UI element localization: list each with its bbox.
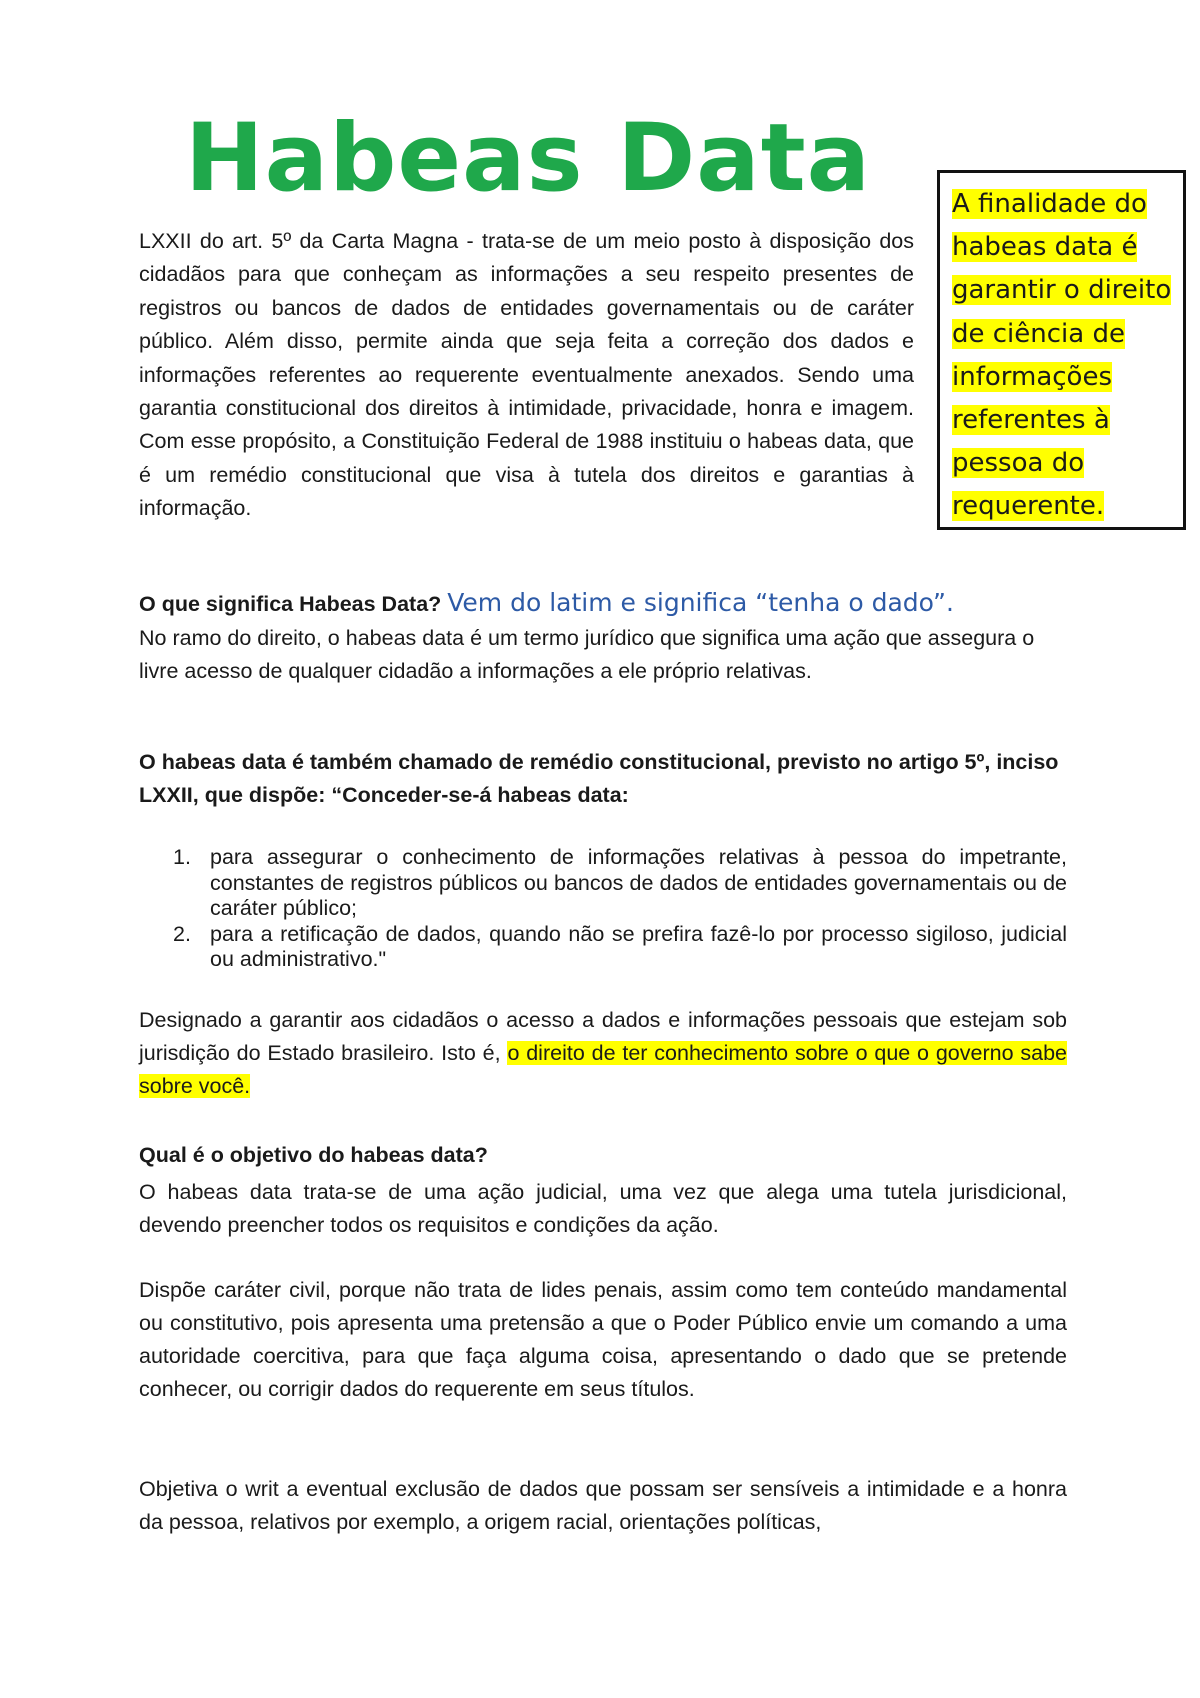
meaning-question: O que significa Habeas Data? [139,592,442,616]
objective-paragraph-1: O habeas data trata-se de uma ação judicial, uma vez que alega uma tutela jurisdicional, devendo preencher todos os requisitos e condições da ação. [139,1180,1067,1237]
objective-question: Qual é o objetivo do habeas data? [139,1143,488,1167]
list-item-number: 1. [173,845,191,869]
meaning-text: No ramo do direito, o habeas data é um termo jurídico que significa uma ação que assegura o livre acesso de qualquer cidadão a informações a ele próprio relativas. [139,626,1035,683]
objective-paragraph-3: Objetiva o writ a eventual exclusão de dados que possam ser sensíveis a intimidade e a honra da pessoa, relativos por exemplo, a origem racial, orientações políticas, [139,1477,1067,1534]
callout-text: A finalidade do habeas data é garantir o direito de ciência de informações referentes à pessoa do requerente. [952,189,1172,522]
intro-paragraph: LXXII do art. 5º da Carta Magna - trata-se de um meio posto à disposição dos cidadãos para que conheçam as informações a seu respeito presentes de registros ou bancos de dados de entidades governamentais ou de caráter público. Além disso, permite ainda que seja feita a correção dos dados e informações referentes ao requerente eventualmente anexados. Sendo uma garantia constitucional dos direitos à intimidade, privacidade, honra e imagem. Com esse propósito, a Constituição Federal de 1988 instituiu o habeas data, que é um remédio constitucional que visa à tutela dos direitos e garantias à informação. [139,229,914,521]
designated-highlight: o direito de ter conhecimento sobre o que o governo sabe sobre você. [139,1041,1067,1098]
designated-text: Designado a garantir aos cidadãos o acesso a dados e informações pessoais que estejam sob jurisdição do Estado brasileiro. Isto é, [139,1008,1067,1065]
objective-paragraph-2: Dispõe caráter civil, porque não trata de lides penais, assim como tem conteúdo mandamental ou constitutivo, pois apresenta uma pretensão a que o Poder Público envie um comando a uma autoridade coercitiva, para que faça alguma coisa, apresentando o dado que se pretende conhecer, ou corrigir dados do requerente em seus títulos. [139,1278,1067,1401]
list-item-text: para assegurar o conhecimento de informações relativas à pessoa do impetrante, constantes de registros públicos ou bancos de dados de entidades governamentais ou de caráter público; [210,845,1067,920]
meaning-section [139,585,1067,688]
list-item-number: 2. [173,921,191,946]
list-item [139,845,1067,922]
list-item-text: para a retificação de dados, quando não se prefira fazê-lo por processo sigiloso, judicial ou administrativo." [210,921,1067,971]
remedy-heading: O habeas data é também chamado de remédio constitucional, previsto no artigo 5º, inciso LXXII, que dispõe: “Conceder-se-á habeas data: [139,750,1059,807]
designated-paragraph [139,1004,1067,1103]
callout-box [937,170,1186,530]
page-title: Habeas Data [185,104,872,213]
remedy-list [139,845,1067,973]
meaning-answer: Vem do latim e significa “tenha o dado”. [447,588,954,617]
list-item [139,922,1067,973]
